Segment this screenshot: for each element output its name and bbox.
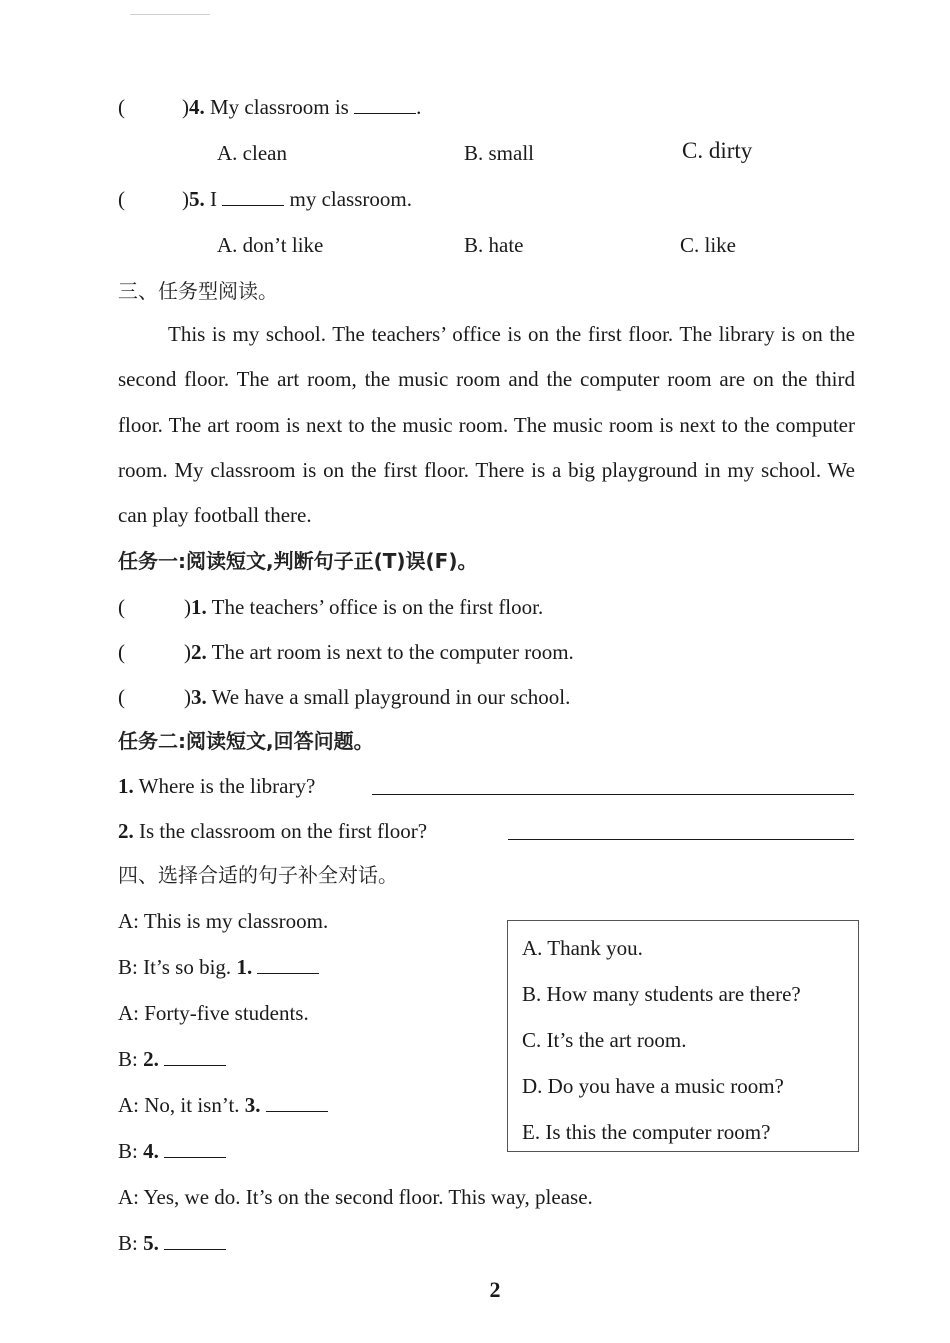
dl-text-4: B:	[118, 1047, 138, 1071]
q4-number: 4.	[189, 95, 205, 119]
q4-option-b[interactable]: B. small	[464, 141, 535, 165]
q4-text: My classroom is	[210, 95, 349, 119]
task2-question-2	[118, 818, 427, 844]
q4-blank[interactable]	[354, 95, 416, 114]
header-rule	[130, 14, 210, 15]
t1-text-3: We have a small playground in our school.	[211, 685, 571, 709]
question-4: )4. My classroom is .	[182, 95, 422, 119]
dialogue-blank-1[interactable]	[257, 955, 319, 974]
box-option-c[interactable]: C. It’s the art room.	[522, 1028, 687, 1052]
task1-item-1: )1. The teachers’ office is on the first floor.	[184, 595, 544, 619]
q5-number: 5.	[189, 187, 205, 211]
box-option-d[interactable]: D. Do you have a music room?	[522, 1074, 784, 1098]
task1-heading: 任务一:阅读短文,判断句子正(T)误(F)。	[118, 549, 478, 573]
dl-text-8: B:	[118, 1231, 138, 1255]
q5-option-a[interactable]: A. don’t like	[217, 233, 324, 257]
dl-num-3: 3.	[244, 1093, 261, 1117]
answer-paren-t1-1[interactable]: (	[118, 595, 125, 619]
q5-option-b[interactable]: B. hate	[464, 233, 524, 257]
q4-option-a[interactable]: A. clean	[217, 141, 287, 165]
reading-passage	[118, 312, 855, 538]
answer-line-2[interactable]	[508, 839, 854, 840]
q5-post: my classroom.	[289, 187, 412, 211]
task2-question-1	[118, 773, 315, 799]
dialogue-blank-2[interactable]	[164, 1047, 226, 1066]
dialogue-line-1	[118, 908, 328, 934]
q5-pre: I	[210, 187, 217, 211]
q4-option-c[interactable]: C. dirty	[682, 138, 753, 163]
dl-num-4: 4.	[143, 1139, 159, 1163]
question-5: )5. I my classroom.	[182, 187, 412, 211]
task1-item-2: )2. The art room is next to the computer room.	[184, 640, 574, 664]
t2-num-2: 2.	[118, 819, 134, 843]
dialogue-line-5	[118, 1092, 328, 1118]
dl-num-5: 5.	[143, 1231, 159, 1255]
t1-text-1: The teachers’ office is on the first floor.	[211, 595, 544, 619]
answer-paren-t1-2[interactable]: (	[118, 640, 125, 664]
t1-text-2: The art room is next to the computer room.	[211, 640, 574, 664]
dl-text-5: A: No, it isn’t.	[118, 1093, 240, 1117]
dl-num-2: 2.	[143, 1047, 159, 1071]
answer-line-1[interactable]	[372, 794, 854, 795]
dl-text-6: B:	[118, 1139, 138, 1163]
dialogue-blank-3[interactable]	[266, 1093, 328, 1112]
options-box	[507, 920, 859, 1152]
dialogue-line-7	[118, 1184, 593, 1210]
t2-text-1: Where is the library?	[138, 774, 316, 798]
dialogue-blank-5[interactable]	[164, 1231, 226, 1250]
task1-item-3: )3. We have a small playground in our school.	[184, 685, 571, 709]
answer-paren-t1-3[interactable]: (	[118, 685, 125, 709]
dialogue-line-8	[118, 1230, 226, 1256]
dialogue-line-3	[118, 1000, 309, 1026]
box-option-e[interactable]: E. Is this the computer room?	[522, 1120, 771, 1144]
t1-num-1: 1.	[191, 595, 207, 619]
box-option-a[interactable]: A. Thank you.	[522, 936, 643, 960]
page-number: 2	[489, 1277, 501, 1302]
q4-end: .	[416, 95, 422, 119]
dialogue-blank-4[interactable]	[164, 1139, 226, 1158]
q5-option-c[interactable]: C. like	[680, 233, 736, 257]
dl-text-7: A: Yes, we do. It’s on the second floor. This way, please.	[118, 1185, 593, 1209]
q5-blank[interactable]	[222, 187, 284, 206]
answer-paren-q4[interactable]: (	[118, 95, 125, 119]
dl-text-2: B: It’s so big.	[118, 955, 232, 979]
dialogue-line-2	[118, 954, 319, 980]
answer-paren-q5[interactable]: (	[118, 187, 125, 211]
t1-num-2: 2.	[191, 640, 207, 664]
passage-text: This is my school. The teachers’ office is on the first floor. The library is on the second floor. The art room, the music room and the computer room are on the third floor. The art room is next to the music room. The music room is next to the computer room. My classroom is on the first floor. There is a big playground in my school. We can play football there.	[118, 322, 855, 528]
dl-num-1: 1.	[236, 955, 253, 979]
t1-num-3: 3.	[191, 685, 207, 709]
dialogue-line-4	[118, 1046, 226, 1072]
part3-heading: 三、任务型阅读。	[118, 279, 278, 303]
part4-heading: 四、选择合适的句子补全对话。	[118, 863, 398, 887]
dl-text-3: A: Forty-five students.	[118, 1001, 309, 1025]
dialogue-line-6	[118, 1138, 226, 1164]
box-option-b[interactable]: B. How many students are there?	[522, 982, 801, 1006]
t2-num-1: 1.	[118, 774, 134, 798]
t2-text-2: Is the classroom on the first floor?	[139, 819, 428, 843]
task2-heading: 任务二:阅读短文,回答问题。	[118, 729, 374, 753]
dl-text-1: A: This is my classroom.	[118, 909, 329, 933]
